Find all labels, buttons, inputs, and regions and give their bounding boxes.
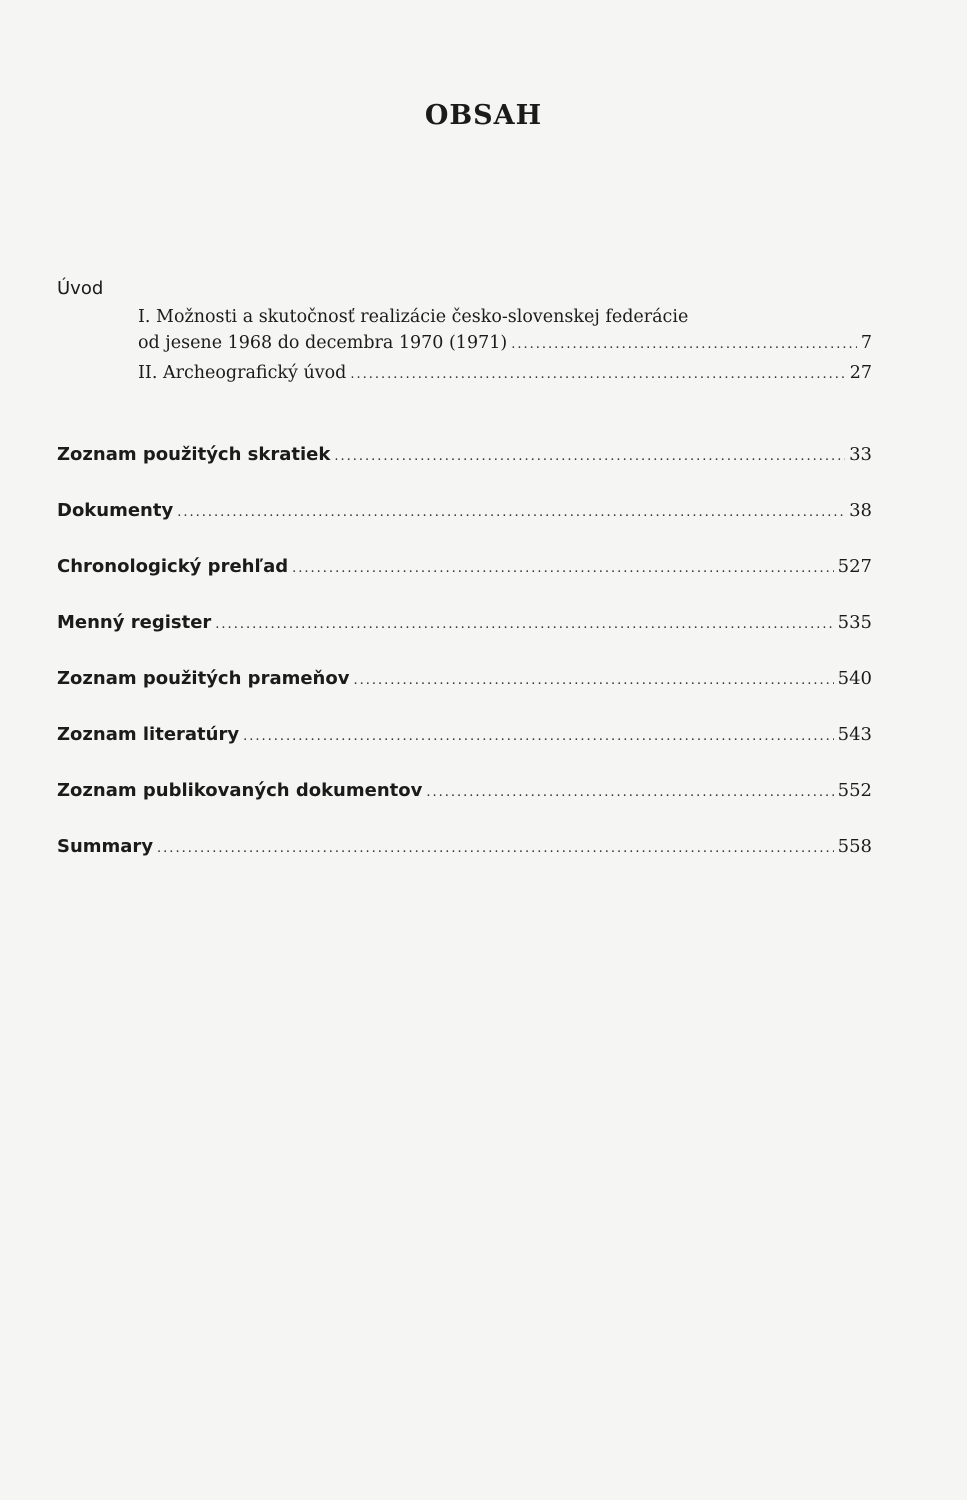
dot-leader — [243, 729, 834, 744]
toc-entry-skratky[interactable] — [57, 444, 872, 465]
dot-leader — [292, 561, 834, 576]
section-uvod-label: Úvod — [57, 278, 104, 299]
toc-entry-label: Menný register — [57, 612, 212, 633]
toc-entry-label: Chronologický prehľad — [57, 556, 289, 577]
dot-leader — [157, 841, 834, 856]
toc-entry-page: 535 — [837, 612, 872, 633]
toc-entry-chronologicky-prehlad[interactable] — [57, 556, 872, 577]
toc-subentry-2-title: II. Archeografický úvod — [138, 363, 347, 383]
toc-subentry-2-line — [138, 360, 872, 388]
dot-leader — [426, 785, 833, 800]
toc-subentry-1[interactable] — [138, 304, 872, 358]
dot-leader — [353, 673, 833, 688]
page-title: OBSAH — [424, 100, 543, 131]
toc-entry-label: Zoznam použitých skratiek — [57, 444, 331, 465]
toc-subentry-1-page: 7 — [860, 333, 872, 353]
dot-leader — [350, 362, 845, 388]
dot-leader — [334, 449, 845, 464]
toc-subentry-2[interactable] — [138, 360, 872, 388]
toc-entry-page: 558 — [837, 836, 872, 857]
toc-entry-label: Zoznam literatúry — [57, 724, 240, 745]
dot-leader — [511, 332, 857, 358]
toc-subentry-1-title-part2: od jesene 1968 do decembra 1970 (1971) — [138, 333, 508, 353]
toc-entry-dokumenty[interactable] — [57, 500, 872, 521]
toc-entry-label: Summary — [57, 836, 154, 857]
toc-entry-menny-register[interactable] — [57, 612, 872, 633]
toc-subentry-1-title-part1: I. Možnosti a skutočnosť realizácie česko-slovenskej federácie — [138, 307, 689, 327]
toc-entry-summary[interactable] — [57, 836, 872, 857]
toc-entry-label: Zoznam použitých prameňov — [57, 668, 350, 689]
dot-leader — [177, 505, 845, 520]
toc-entry-page: 33 — [849, 444, 872, 465]
toc-subentry-1-line1 — [138, 304, 872, 330]
toc-entry-pramene[interactable] — [57, 668, 872, 689]
toc-entry-page: 527 — [837, 556, 872, 577]
toc-subentry-1-line2 — [138, 330, 872, 358]
toc-entry-page: 552 — [837, 780, 872, 801]
toc-entry-label: Zoznam publikovaných dokumentov — [57, 780, 423, 801]
toc-entry-literatura[interactable] — [57, 724, 872, 745]
toc-entry-page: 38 — [849, 500, 872, 521]
toc-subentry-2-page: 27 — [849, 363, 872, 383]
toc-entry-label: Dokumenty — [57, 500, 174, 521]
toc-entry-page: 543 — [837, 724, 872, 745]
dot-leader — [215, 617, 833, 632]
toc-entry-page: 540 — [837, 668, 872, 689]
toc-entry-publikovane-dokumenty[interactable] — [57, 780, 872, 801]
